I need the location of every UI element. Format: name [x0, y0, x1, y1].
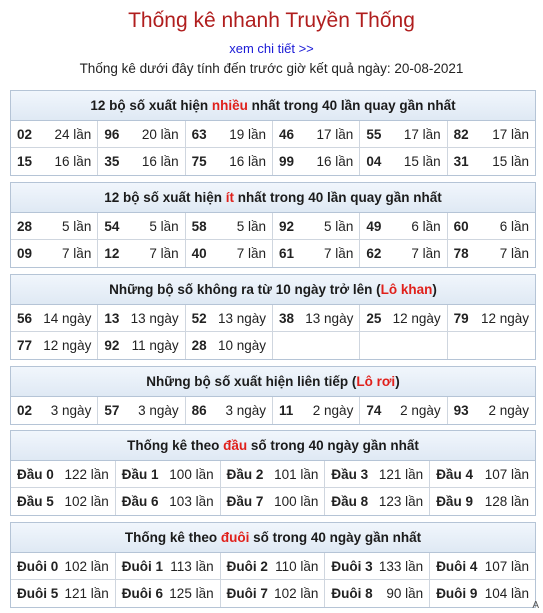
- stat-cell: [360, 332, 447, 359]
- stat-value: 12 ngày: [392, 310, 441, 326]
- section-header: Thống kê theo đuôi số trong 40 ngày gần nhất: [11, 523, 535, 553]
- stat-value: 19 lần: [229, 126, 266, 142]
- stat-value: 113 lần: [170, 558, 214, 574]
- stat-key: 28: [17, 218, 33, 234]
- stat-key: 12: [104, 246, 120, 261]
- page-title: Thống kê nhanh Truyền Thống: [128, 9, 415, 32]
- stat-cell: [221, 580, 326, 607]
- stat-key: Đuôi 0: [17, 558, 59, 574]
- stat-value: 16 lần: [141, 154, 179, 169]
- stat-cell: [273, 121, 360, 148]
- stat-value: 103 lần: [169, 494, 214, 509]
- section-header: Những bộ số không ra từ 10 ngày trở lên (Lô khan): [11, 275, 535, 305]
- stat-value: 17 lần: [403, 126, 441, 142]
- section-header: Thống kê theo đầu số trong 40 ngày gần nhất: [11, 431, 535, 461]
- stat-key: 62: [366, 246, 382, 261]
- stat-value: 125 lần: [169, 586, 214, 601]
- stat-cell: [186, 121, 273, 148]
- stat-key: 04: [366, 154, 382, 169]
- stat-key: 13: [104, 310, 120, 326]
- date-line: Thống kê dưới đây tính đến trước giờ kết quả ngày: 20-08-2021: [79, 61, 464, 76]
- stat-value: 100 lần: [274, 494, 319, 509]
- stat-cell: [98, 213, 185, 240]
- section-duoi-stats: [10, 522, 536, 608]
- stat-key: 35: [104, 154, 120, 169]
- stat-key: Đuôi 5: [17, 586, 59, 601]
- stat-cell: [430, 488, 535, 515]
- view-details-link[interactable]: xem chi tiết >>: [229, 41, 314, 56]
- stat-cell: [221, 488, 326, 515]
- stat-cell: [98, 305, 185, 332]
- stat-cell: [116, 461, 221, 488]
- stat-key: 28: [191, 338, 207, 353]
- stat-cell: [448, 121, 535, 148]
- stat-key: 54: [104, 218, 120, 234]
- stat-key: 61: [279, 246, 295, 261]
- stat-value: 5 lần: [236, 218, 266, 234]
- stat-cell: [430, 580, 535, 607]
- stat-value: 121 lần: [64, 586, 109, 601]
- stat-value: 11 ngày: [131, 338, 179, 353]
- stat-key: Đuôi 9: [436, 586, 478, 601]
- section-header: 12 bộ số xuất hiện nhiều nhất trong 40 lần quay gần nhất: [11, 91, 535, 121]
- stat-cell: [448, 148, 535, 175]
- stat-value: 5 lần: [62, 218, 92, 234]
- stat-value: 12 ngày: [480, 310, 529, 326]
- stat-value: 90 lần: [386, 586, 424, 601]
- stat-cell: [11, 213, 98, 240]
- stat-key: 31: [453, 154, 469, 169]
- stat-cell: [430, 553, 535, 580]
- stat-value: 102 lần: [64, 494, 109, 509]
- stat-cell: [186, 332, 273, 359]
- stat-value: 5 lần: [149, 218, 179, 234]
- stat-value: 10 ngày: [217, 338, 266, 353]
- stat-cell: [11, 580, 116, 607]
- stat-cell: [98, 148, 185, 175]
- stat-value: 7 lần: [236, 246, 266, 261]
- stat-cell: [186, 240, 273, 267]
- section-header: 12 bộ số xuất hiện ít nhất trong 40 lần quay gần nhất: [11, 183, 535, 213]
- stat-key: Đuôi 2: [226, 558, 268, 574]
- stat-value: 101 lần: [274, 466, 319, 482]
- stat-key: 63: [191, 126, 207, 142]
- stat-value: 24 lần: [54, 126, 92, 142]
- stat-cell: [116, 553, 221, 580]
- stat-key: 86: [191, 403, 207, 418]
- stat-key: 09: [17, 246, 33, 261]
- stat-key: Đuôi 4: [436, 558, 478, 574]
- corner-mark: A: [532, 600, 539, 611]
- stat-key: Đầu 0: [17, 466, 54, 482]
- section-header: Những bộ số xuất hiện liên tiếp (Lô rơi): [11, 367, 535, 397]
- stat-value: 3 ngày: [138, 403, 179, 418]
- stat-value: 7 lần: [149, 246, 179, 261]
- stat-key: Đầu 8: [331, 494, 369, 509]
- stat-key: 99: [279, 154, 295, 169]
- stat-value: 7 lần: [411, 246, 441, 261]
- stat-value: 3 ngày: [225, 403, 266, 418]
- stat-key: Đầu 3: [331, 466, 369, 482]
- stat-value: 13 ngày: [217, 310, 266, 326]
- stat-key: Đầu 6: [121, 494, 159, 509]
- stat-key: 96: [104, 126, 120, 142]
- stat-value: 12 ngày: [43, 338, 92, 353]
- stat-key: 49: [366, 218, 382, 234]
- stat-cell: [360, 148, 447, 175]
- stat-key: 40: [191, 246, 207, 261]
- stat-value: 3 ngày: [50, 403, 92, 418]
- stat-key: 11: [279, 403, 294, 418]
- stat-key: 79: [453, 310, 469, 326]
- stat-cell: [360, 240, 447, 267]
- stat-value: 100 lần: [169, 466, 214, 482]
- stat-cell: [98, 240, 185, 267]
- stat-value: 133 lần: [378, 558, 424, 574]
- stat-value: 7 lần: [62, 246, 92, 261]
- stat-cell: [116, 580, 221, 607]
- stat-cell: [360, 213, 447, 240]
- stat-value: 7 lần: [324, 246, 354, 261]
- stat-key: Đuôi 6: [121, 586, 164, 601]
- stat-cell: [186, 148, 273, 175]
- stat-value: 123 lần: [378, 494, 424, 509]
- stat-key: 92: [104, 338, 120, 353]
- stat-cell: [325, 553, 430, 580]
- stat-key: Đuôi 3: [331, 558, 373, 574]
- stat-value: 102 lần: [64, 558, 109, 574]
- stat-key: 74: [366, 403, 382, 418]
- stat-cell: [221, 461, 326, 488]
- stat-key: Đuôi 7: [226, 586, 268, 601]
- stat-cell: [273, 213, 360, 240]
- stat-value: 7 lần: [499, 246, 529, 261]
- stat-key: Đầu 2: [226, 466, 264, 482]
- stat-cell: [448, 332, 535, 359]
- stat-cell: [186, 305, 273, 332]
- stat-key: 15: [17, 154, 33, 169]
- stat-cell: [325, 488, 430, 515]
- stat-value: 17 lần: [492, 126, 529, 142]
- stat-value: 16 lần: [229, 154, 266, 169]
- stat-key: Đầu 9: [436, 494, 473, 509]
- stat-cell: [325, 461, 430, 488]
- stat-cell: [360, 397, 447, 424]
- stat-key: Đuôi 1: [121, 558, 164, 574]
- stat-value: 13 ngày: [305, 310, 354, 326]
- stat-cell: [11, 461, 116, 488]
- stat-cell: [430, 461, 535, 488]
- stat-key: 93: [453, 403, 469, 418]
- stat-cell: [11, 121, 98, 148]
- stat-value: 5 lần: [324, 218, 354, 234]
- stat-key: 02: [17, 403, 33, 418]
- stat-value: 104 lần: [484, 586, 529, 601]
- stat-cell: [273, 148, 360, 175]
- stat-cell: [448, 240, 535, 267]
- section-least-frequent: [10, 182, 536, 268]
- stat-cell: [98, 121, 185, 148]
- stat-cell: [273, 397, 360, 424]
- stat-key: 77: [17, 338, 33, 353]
- stat-key: 46: [279, 126, 295, 142]
- stat-cell: [11, 397, 98, 424]
- stat-value: 6 lần: [499, 218, 529, 234]
- stat-key: 78: [453, 246, 469, 261]
- stat-cell: [325, 580, 430, 607]
- stat-key: 57: [104, 403, 120, 418]
- stat-value: 110 lần: [275, 558, 319, 574]
- stat-cell: [11, 488, 116, 515]
- stat-key: 25: [366, 310, 382, 326]
- stat-key: Đuôi 8: [331, 586, 373, 601]
- stat-cell: [448, 397, 535, 424]
- stat-key: 92: [279, 218, 295, 234]
- stat-key: Đầu 5: [17, 494, 54, 509]
- stat-cell: [448, 305, 535, 332]
- stat-value: 15 lần: [492, 154, 529, 169]
- section-dau-stats: [10, 430, 536, 516]
- stat-key: 56: [17, 310, 33, 326]
- stat-value: 13 ngày: [130, 310, 179, 326]
- stat-key: 52: [191, 310, 207, 326]
- stat-cell: [11, 240, 98, 267]
- stat-value: 122 lần: [64, 466, 109, 482]
- section-most-frequent: [10, 90, 536, 176]
- stat-cell: [221, 553, 326, 580]
- stat-key: 02: [17, 126, 33, 142]
- stat-cell: [98, 332, 185, 359]
- stat-value: 14 ngày: [43, 310, 92, 326]
- stat-key: Đầu 1: [121, 466, 159, 482]
- stat-cell: [11, 553, 116, 580]
- stat-cell: [11, 148, 98, 175]
- stat-cell: [186, 397, 273, 424]
- stat-key: 58: [191, 218, 207, 234]
- section-lo-roi: [10, 366, 536, 425]
- section-lo-khan: [10, 274, 536, 360]
- stat-cell: [273, 240, 360, 267]
- stat-cell: [11, 332, 98, 359]
- stat-value: 16 lần: [316, 154, 354, 169]
- stat-cell: [360, 305, 447, 332]
- stat-cell: [11, 305, 98, 332]
- stat-value: 15 lần: [403, 154, 441, 169]
- stat-key: Đầu 7: [226, 494, 264, 509]
- stat-cell: [360, 121, 447, 148]
- stat-cell: [186, 213, 273, 240]
- stat-key: 75: [191, 154, 207, 169]
- stat-value: 6 lần: [411, 218, 441, 234]
- stat-value: 107 lần: [484, 466, 529, 482]
- stat-key: 38: [279, 310, 295, 326]
- stat-value: 17 lần: [316, 126, 354, 142]
- stat-value: 2 ngày: [312, 403, 354, 418]
- stat-cell: [116, 488, 221, 515]
- stat-cell: [273, 305, 360, 332]
- stat-value: 2 ngày: [400, 403, 441, 418]
- stat-value: 20 lần: [141, 126, 179, 142]
- stat-value: 102 lần: [274, 586, 319, 601]
- stat-value: 107 lần: [484, 558, 529, 574]
- stat-value: 16 lần: [54, 154, 92, 169]
- stat-key: Đầu 4: [436, 466, 473, 482]
- stat-cell: [448, 213, 535, 240]
- stat-cell: [98, 397, 185, 424]
- stat-key: 82: [453, 126, 469, 142]
- stat-key: 55: [366, 126, 382, 142]
- stat-key: 60: [453, 218, 469, 234]
- stat-cell: [273, 332, 360, 359]
- stat-value: 2 ngày: [488, 403, 529, 418]
- stat-value: 128 lần: [484, 494, 529, 509]
- stat-value: 121 lần: [378, 466, 424, 482]
